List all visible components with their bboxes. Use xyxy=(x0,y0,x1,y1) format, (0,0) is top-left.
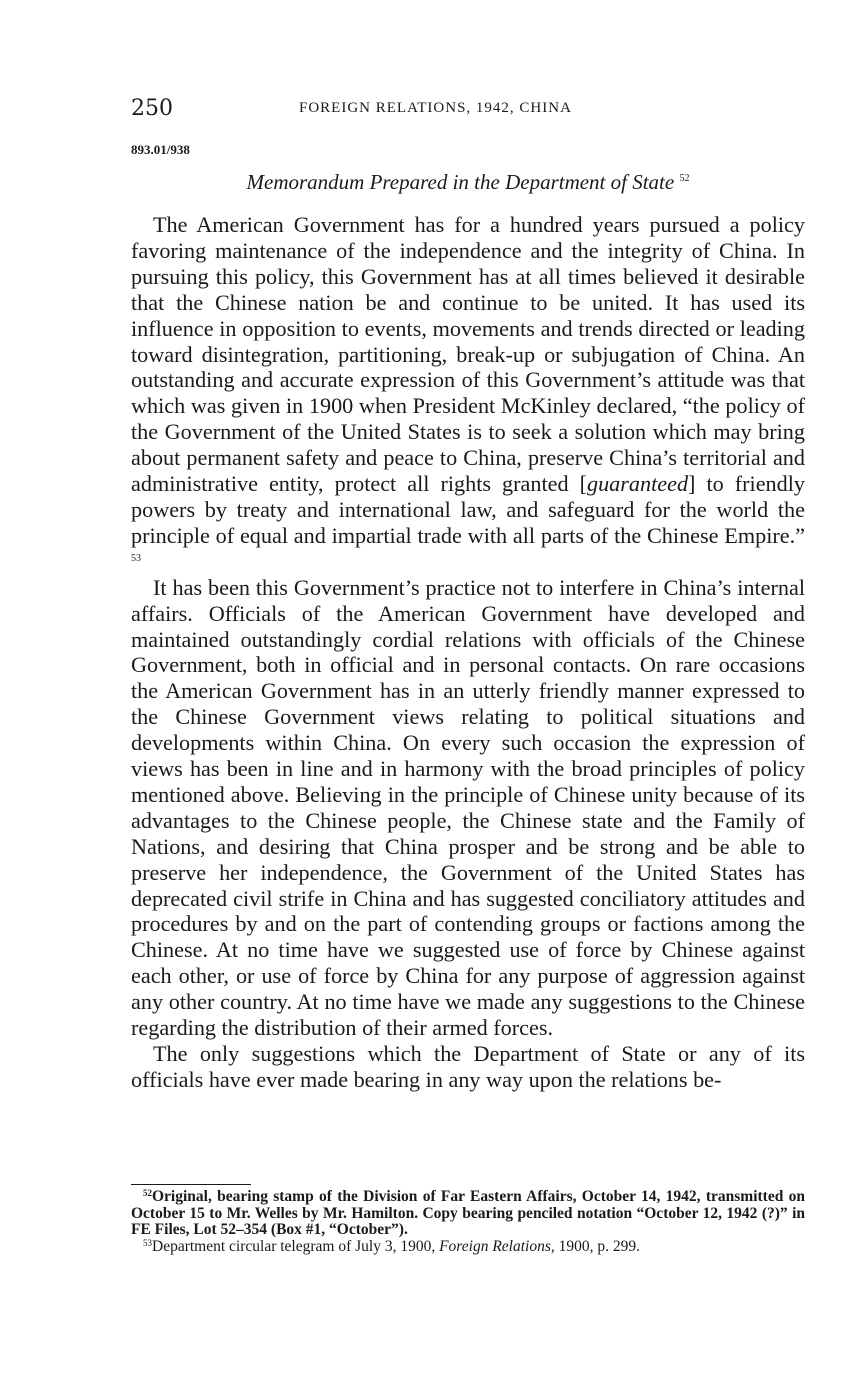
paragraph-1-text-b: ] to friendly powers by treaty and international law, and safeguard for the world the principle of equal and impartial trade with all parts of the Chinese Empire.” xyxy=(131,471,805,548)
footnotes xyxy=(131,1189,805,1255)
paragraph-1-footnote-ref: 53 xyxy=(131,552,141,564)
footnote-52-text: Original, bearing stamp of the Division of Far Eastern Affairs, October 14, 1942, transmitted on October 15 to Mr. Welles by Mr. Hamilton. Copy bearing penciled notation “October 12, 1942 (?)” in FE Files, Lot 52–354 (Box #1, “October”). xyxy=(131,1188,805,1238)
footnote-52-mark: 52 xyxy=(143,1188,152,1198)
footnote-53-italic: Foreign Relations xyxy=(439,1237,551,1255)
title-footnote-ref: 52 xyxy=(679,173,690,184)
footnote-divider xyxy=(131,1184,251,1185)
paragraph-1 xyxy=(131,212,805,575)
body-text xyxy=(131,212,805,1093)
paragraph-3: The only suggestions which the Department of State or any of its officials have ever made bearing in any way upon the relations be- xyxy=(131,1041,805,1092)
paragraph-1-text-a: The American Government has for a hundred years pursued a policy favoring maintenance of the independence and the integrity of China. In pursuing this policy, this Government has at all times believed it desirable that the Chinese nation be and continue to be united. It has used its influence in opposition to events, movements and trends directed or leading toward disintegration, partitioning, break-up or subjugation of China. An outstanding and accurate expression of this Government’s attitude was that which was given in 1900 when President McKinley declared, “the policy of the Government of the United States is to seek a solution which may bring about permanent safety and peace to China, preserve China’s territorial and administrative entity, protect all rights granted [ xyxy=(131,212,805,497)
running-head: FOREIGN RELATIONS, 1942, CHINA xyxy=(299,100,572,116)
document-title-text: Memorandum Prepared in the Department of State xyxy=(246,170,675,194)
footnote-53-text-after: , 1900, p. 299. xyxy=(550,1237,641,1255)
paragraph-2: It has been this Government’s practice not to interfere in China’s internal affairs. Officials of the American Government have developed and maintained outstandingly cordial relations with officials of the Chinese Government, both in official and in personal contacts. On rare occasions the American Government has in an utterly friendly manner expressed to the Chinese Government views relating to political situations and developments within China. On every such occasion the expression of views has been in line and in harmony with the broad principles of policy mentioned above. Believing in the principle of Chinese unity because of its advantages to the Chinese people, the Chinese state and the Family of Nations, and desiring that China prosper and be strong and be able to preserve her independence, the Government of the United States has deprecated civil strife in China and has suggested conciliatory attitudes and procedures by and on the part of contending groups or factions among the Chinese. At no time have we suggested use of force by Chinese against each other, or use of force by China for any purpose of aggression against any other country. At no time have we made any suggestions to the Chinese regarding the distribution of their armed forces. xyxy=(131,574,805,1041)
footnote-53 xyxy=(131,1239,805,1256)
file-number: 893.01/938 xyxy=(131,142,190,157)
paragraph-1-italic-word: guaranteed xyxy=(586,471,689,497)
page-number: 250 xyxy=(131,96,173,121)
page-header xyxy=(131,96,805,124)
document-title xyxy=(131,170,805,195)
footnote-52 xyxy=(131,1189,805,1239)
footnote-53-mark: 53 xyxy=(143,1237,152,1248)
footnote-53-text-before: Department circular telegram of July 3, 1900, xyxy=(152,1237,440,1255)
